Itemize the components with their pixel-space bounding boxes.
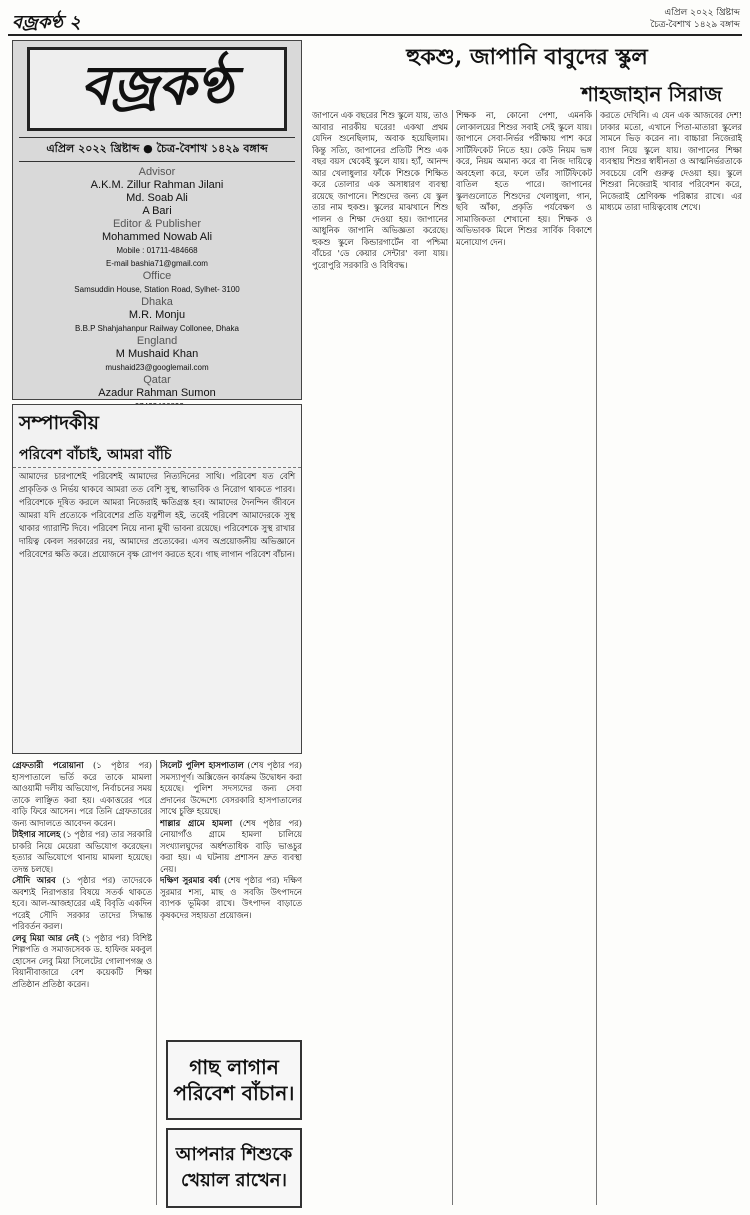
editorial-label: সম্পাদকীয় (19, 412, 99, 434)
news-body: বিশিষ্ট শিল্পপতি ও সমাজসেবক ড. হাফিজ মকবুল হোসেন লেবু মিয়া সিলেটের গোলাপগঞ্জ ও বিয়ানীবাজারে বেশ কয়েকটি শিক্ষা প্রতিষ্ঠান প্রতিষ্ঠা করেন। (12, 932, 152, 989)
header-left: বজ্রকণ্ঠ ২ (12, 12, 81, 33)
column-divider (156, 760, 157, 1205)
article-col-2: শিক্ষক না, কোনো পেশা, এমনকি লোকালয়ের শিশুর সবাই সেই স্কুলে যায়। জাপানে সেবা-নির্ভর পরীক্ষায় পাশ করে সার্টিফিকেট নিতে হয়। কেউ নিয়ম ভঙ্গ করে, নিয়ম অমান্য করে বা নিজ দায়িত্বে অবহেলা করে, ফলে তাঁর সার্টিফিকেট বাতিল হতে পারে। জাপানের স্কুলগুলোতে শিশুদের খেলাধুলা, গান, ছবি আঁকা, প্রকৃতি পর্যবেক্ষণ ও সামাজিকতা শেখানো হয়। শিক্ষক ও অভিভাবক মিলে শিশুর সার্বিক বিকাশে মনোযোগ দেন। (456, 110, 592, 247)
news-title: টাইগার সালেহ (12, 829, 61, 839)
editorial-title: পরিবেশ বাঁচাই, আমরা বাঁচি (13, 443, 301, 468)
news-left-column: গ্রেফতারী পরোয়ানা (১ পৃষ্ঠার পর) হাসপাতালে ভর্তি করে তাকে মামলা আওয়ামী দলীয় অভিযোগ, নির্বাচনের সময় তাকে লাঞ্ছিত করা হয়। একাত্তরের পরে বাড়ি ফিরে আসেন। পরে তিনি গ্রেফতারের জন্য আদালতে আবেদন করেন। টাইগার সালেহ (১ পৃষ্ঠার পর) তার সরকারি চাকরি নিয়ে মেয়েরা অভিযোগ করেছেন। হত্যার অভিযোগে থানায় মামলা হয়েছে। তদন্ত চলছে। সৌদি আরব (১ পৃষ্ঠার পর) তাদেরকে অবশ্যই নিরাপত্তার বিষয়ে সতর্ক থাকতে হবে। আল-আজহারের এই বিবৃতি একদিন পরেই সৌদি সরকার তাদের সিদ্ধান্ত পরিবর্তন করল। লেবু মিয়া আর নেই (১ পৃষ্ঠার পর) বিশিষ্ট শিল্পপতি ও সমাজসেবক ড. হাফিজ মকবুল হোসেন লেবু মিয়া সিলেটের গোলাপগঞ্জ ও বিয়ানীবাজারে বেশ কয়েকটি শিক্ষা প্রতিষ্ঠান প্রতিষ্ঠা করেন। (12, 760, 152, 989)
news-title: সিলেট পুলিশ হাসপাতাল (160, 760, 244, 770)
news-right-column: সিলেট পুলিশ হাসপাতাল (শেষ পৃষ্ঠার পর) সমস্যাপূর্ণ। অক্সিজেন কার্যক্রম উদ্বোধন করা হয়েছে। পুলিশ সদস্যদের জন্য সেবা প্রদানের উদ্দেশ্যে বেসরকারি হাসপাতালের সাথে চুক্তি হয়েছে। শাল্লার গ্রামে হামলা (শেষ পৃষ্ঠার পর) নোয়াগাঁও গ্রামে হামলা চালিয়ে সংখ্যালঘুদের অর্ধশতাধিক বাড়ি ভাঙচুর করা হয়। এ ঘটনায় প্রশাসন দ্রুত ব্যবস্থা নেয়। দক্ষিণ সুরমার বর্ষা (শেষ পৃষ্ঠার পর) দক্ষিণ সুরমার শস্য, মাছ ও সবজি উৎপাদনে ব্যাপক ভূমিকা রাখে। উৎপাদন বাড়াতে কৃষকদের সহায়তা প্রয়োজন। (160, 760, 302, 920)
article-col-3: করতে দেখিনি। এ যেন এক আজবের দেশ! ঢাকার মতো, এখানে পিতা-মাতারা স্কুলের সামনে ভিড় করেন না। বাচ্চারা নিজেরাই ব্যাগ নিয়ে স্কুলে যায়। জাপানের শিক্ষা ব্যবস্থায় শিশুর স্বাধীনতা ও আত্মনির্ভরতাকে সবচেয়ে বেশি গুরুত্ব দেওয়া হয়। স্কুলে শিশুরা নিজেরাই খাবার পরিবেশন করে, নিজেরাই শ্রেণিকক্ষ পরিষ্কার রাখে। এর মাধ্যমে তারা দায়িত্ববোধ শেখে। (600, 110, 742, 212)
news-body: দক্ষিণ সুরমার শস্য, মাছ ও সবজি উৎপাদনে ব্যাপক ভূমিকা রাখে। উৎপাদন বাড়াতে কৃষকদের সহায়তা প্রয়োজন। (160, 875, 302, 920)
ad-child-care: আপনার শিশুকে খেয়াল রাখেন। (166, 1128, 302, 1208)
news-title: শাল্লার গ্রামে হামলা (160, 817, 233, 828)
news-title: লেবু মিয়া আর নেই (12, 932, 79, 943)
news-title: দক্ষিণ সুরমার বর্ষা (160, 875, 221, 885)
news-title: গ্রেফতারী পরোয়ানা (12, 760, 84, 770)
news-body: তাদেরকে অবশ্যই নিরাপত্তার বিষয়ে সতর্ক থাকতে হবে। আল-আজহারের এই বিবৃতি একদিন পরেই সৌদি সরকার তাদের সিদ্ধান্ত পরিবর্তন করল। (12, 875, 152, 931)
masthead (12, 40, 302, 400)
editorial-body: আমাদের চারপাশেই পরিবেশই আমাদের নিত্যদিনের সাথি। পরিবেশ যত বেশি প্রাকৃতিক ও নির্ভয় থাকবে আমরা তত বেশি সুস্থ, স্বাভাবিক ও নিরোগ থাকতে পারব। পরিবেশকে দূষিত করলে আমরা নিজেরাই ক্ষতিগ্রস্ত হব। আমাদের দৈনন্দিন জীবনে আমরা যদি প্রত্যেকে পরিবেশের প্রতি যত্নশীল হই, তবেই পরিবেশ আমাদেরকে সুস্থ থাকার গ্যারান্টি দিবে। পরিবেশ নিয়ে নানা মুখী ভাবনা রয়েছে। পরিবেশকে সুস্থ রাখার দায়িত্ব কেবল সরকারের নয়, আমাদের প্রত্যেকের। এসব অপ্রয়োজনীয় অভিজ্ঞানে পরিবেশের ক্ষতি করে। প্রয়োজনে বৃক্ষ রোপণ করতে হবে। গাছ লাগান পরিবেশ বাঁচান। (19, 471, 295, 559)
article-title: হুকশু, জাপানি বাবুদের স্কুল (406, 44, 648, 70)
column-divider (596, 110, 597, 1205)
article-col-1: জাপানে এক বছরের শিশু স্কুলে যায়, তাও আবার নারকীয় ঘরের! একথা প্রথম যেদিন শুনেছিলাম, অবাক হয়েছিলাম। কিন্তু সত্যি, জাপানের প্রতিটি শিশু এক বছর বয়স থেকেই স্কুলে যায়। হ্যাঁ, আনন্দ আর খেলাধুলার ফাঁকে শিশুকে শিক্ষিত করে তোলার এক অসাধারণ ব্যবস্থা রয়েছে জাপানে। শিশুদের জন্য যে স্কুল তার নাম হুকশু। স্কুলের মাঝখানে শিশু পালন ও শিক্ষা দেওয়া হয়। জাপানের আধুনিক জাপানি অভিজ্ঞতা করেছে। হুকশু স্কুলে কিন্ডারগার্টেন বা পশ্চিমা বাঁচের 'ডে কেয়ার সেন্টার' বলা যায়। পুরোপুরি সরকারি ও বিধিবদ্ধ। (312, 110, 448, 270)
column-divider (452, 110, 453, 1205)
staff-list: Advisor A.K.M. Zillur Rahman Jilani Md. Soab Ali A Bari Editor & Publisher Mohammed Nowab Ali Mobile : 01711-484668 E-mail bashia71@gmail.com Office Samsuddin House, Station Road, Sylhet- 3100 Dhaka M.R. Monju B.B.P Shahjahanpur Railway Collonee, Dhaka England M Mushaid Khan mushaid23@googlemail.com Qatar Azadur Rahman Sumon (74, 166, 240, 399)
news-body: সমস্যাপূর্ণ। অক্সিজেন কার্যক্রম উদ্বোধন করা হয়েছে। পুলিশ সদস্যদের জন্য সেবা প্রদানের উদ্দেশ্যে বেসরকারি হাসপাতালের সাথে চুক্তি হয়েছে। (160, 771, 302, 816)
news-body: নোয়াগাঁও গ্রামে হামলা চালিয়ে সংখ্যালঘুদের অর্ধশতাধিক বাড়ি ভাঙচুর করা হয়। এ ঘটনায় প্রশাসন দ্রুত ব্যবস্থা নেয়। (160, 829, 302, 874)
ad-plant-trees: গাছ লাগান পরিবেশ বাঁচান। (166, 1040, 302, 1120)
news-body: তার সরকারি চাকরি নিয়ে মেয়েরা অভিযোগ করেছেন। হত্যার অভিযোগে থানায় মামলা হয়েছে। তদন্ত চলছে। (12, 829, 152, 874)
news-title: সৌদি আরব (12, 875, 56, 885)
masthead-date: এপ্রিল ২০২২ খ্রিষ্টাব্দ ● চৈত্র-বৈশাখ ১৪২৯ বঙ্গাব্দ (19, 137, 295, 162)
news-body: হাসপাতালে ভর্তি করে তাকে মামলা আওয়ামী দলীয় অভিযোগ, নির্বাচনের সময় তাকে লাঞ্ছিত করা হয়। একাত্তরের পরে বাড়ি ফিরে আসেন। পরে তিনি গ্রেফতারের জন্য আদালতে আবেদন করেন। (12, 771, 152, 828)
article-author: শাহজাহান সিরাজ (581, 82, 722, 106)
header-date: এপ্রিল ২০২২ খ্রিষ্টাব্দ চৈত্র-বৈশাখ ১৪২৯ বঙ্গাব্দ (650, 8, 740, 30)
logo: বজ্রকণ্ঠ (27, 47, 287, 131)
editorial-box (12, 404, 302, 754)
page-header (8, 6, 742, 36)
